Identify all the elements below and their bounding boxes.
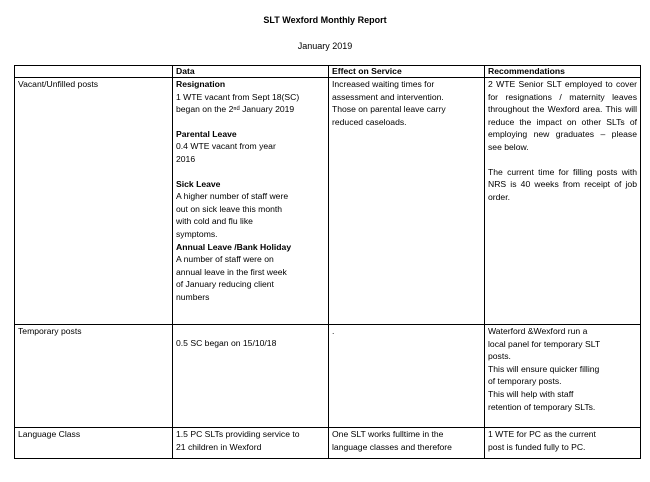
recommendation-text: This will ensure quicker filling <box>488 363 600 374</box>
effect-cell <box>329 428 485 459</box>
row-label: Language Class <box>15 428 173 459</box>
effect-cell <box>329 325 485 428</box>
header-data: Data <box>173 66 329 78</box>
resignation-text: 1 WTE vacant from Sept 18(SC) <box>176 91 300 102</box>
data-text: 0.5 SC began on 15/10/18 <box>176 338 277 348</box>
recommendation-text: of temporary posts. <box>488 376 562 387</box>
recommendation-text: Waterford &Wexford run a <box>488 326 588 336</box>
resignation-text: began on the 2ⁿᵈ January 2019 <box>176 104 295 115</box>
annual-text: of January reducing client <box>176 279 274 290</box>
row-label: Temporary posts <box>15 325 173 428</box>
sick-text: out on sick leave this month <box>176 203 283 214</box>
recommendation-text: retention of temporary SLTs. <box>488 401 596 412</box>
sick-text: symptoms. <box>176 228 218 239</box>
annual-text: A number of staff were on <box>176 254 274 265</box>
header-recommendations: Recommendations <box>485 66 641 78</box>
effect-text: assessment and intervention. <box>332 91 444 102</box>
row-label: Vacant/Unfilled posts <box>15 78 173 325</box>
report-date: January 2019 <box>297 41 353 51</box>
table-row <box>15 325 641 428</box>
effect-text: language classes and therefore <box>332 441 452 452</box>
table-header-row <box>15 66 641 78</box>
parental-text: 2016 <box>176 153 196 164</box>
recommendation-text: 1 WTE for PC as the current <box>488 429 596 439</box>
recommendation-text: post is funded fully to PC. <box>488 441 586 452</box>
recommendation-paragraph: 2 WTE Senior SLT employed to cover for resignations / maternity leaves throughout the Wexford area. This will reduce the impact on other SLTs of employing new graduates – please see below. <box>488 79 637 152</box>
parental-heading: Parental Leave <box>176 128 237 139</box>
recommendation-cell <box>485 78 641 325</box>
sick-text: A higher number of staff were <box>176 191 289 202</box>
sick-heading: Sick Leave <box>176 178 221 189</box>
recommendation-text: local panel for temporary SLT <box>488 338 601 349</box>
recommendation-text: This will help with staff <box>488 388 574 399</box>
parental-text: 0.4 WTE vacant from year <box>176 141 276 152</box>
recommendation-cell <box>485 428 641 459</box>
data-cell <box>173 325 329 428</box>
report-title: SLT Wexford Monthly Report <box>263 15 387 25</box>
annual-heading: Annual Leave /Bank Holiday <box>176 241 292 252</box>
report-table <box>14 65 641 459</box>
resignation-heading: Resignation <box>176 79 226 89</box>
table-row <box>15 78 641 325</box>
annual-text: numbers <box>176 291 210 302</box>
effect-cell <box>329 78 485 325</box>
effect-text: One SLT works fulltime in the <box>332 429 444 439</box>
effect-text: reduced caseloads. <box>332 116 407 127</box>
recommendation-cell <box>485 325 641 428</box>
table-row <box>15 428 641 459</box>
data-cell <box>173 428 329 459</box>
recommendation-text: posts. <box>488 351 511 362</box>
header-effect: Effect on Service <box>329 66 485 78</box>
recommendation-paragraph: The current time for filling posts with NRS is 40 weeks from receipt of job order. <box>488 166 637 202</box>
effect-text: Those on parental leave carry <box>332 104 446 115</box>
effect-text: Increased waiting times for <box>332 79 435 89</box>
data-cell <box>173 78 329 325</box>
data-text: 21 children in Wexford <box>176 441 262 452</box>
effect-text: . <box>332 326 335 336</box>
annual-text: annual leave in the first week <box>176 266 287 277</box>
header-blank <box>15 66 173 78</box>
data-text: 1.5 PC SLTs providing service to <box>176 429 300 439</box>
sick-text: with cold and flu like <box>176 216 253 227</box>
